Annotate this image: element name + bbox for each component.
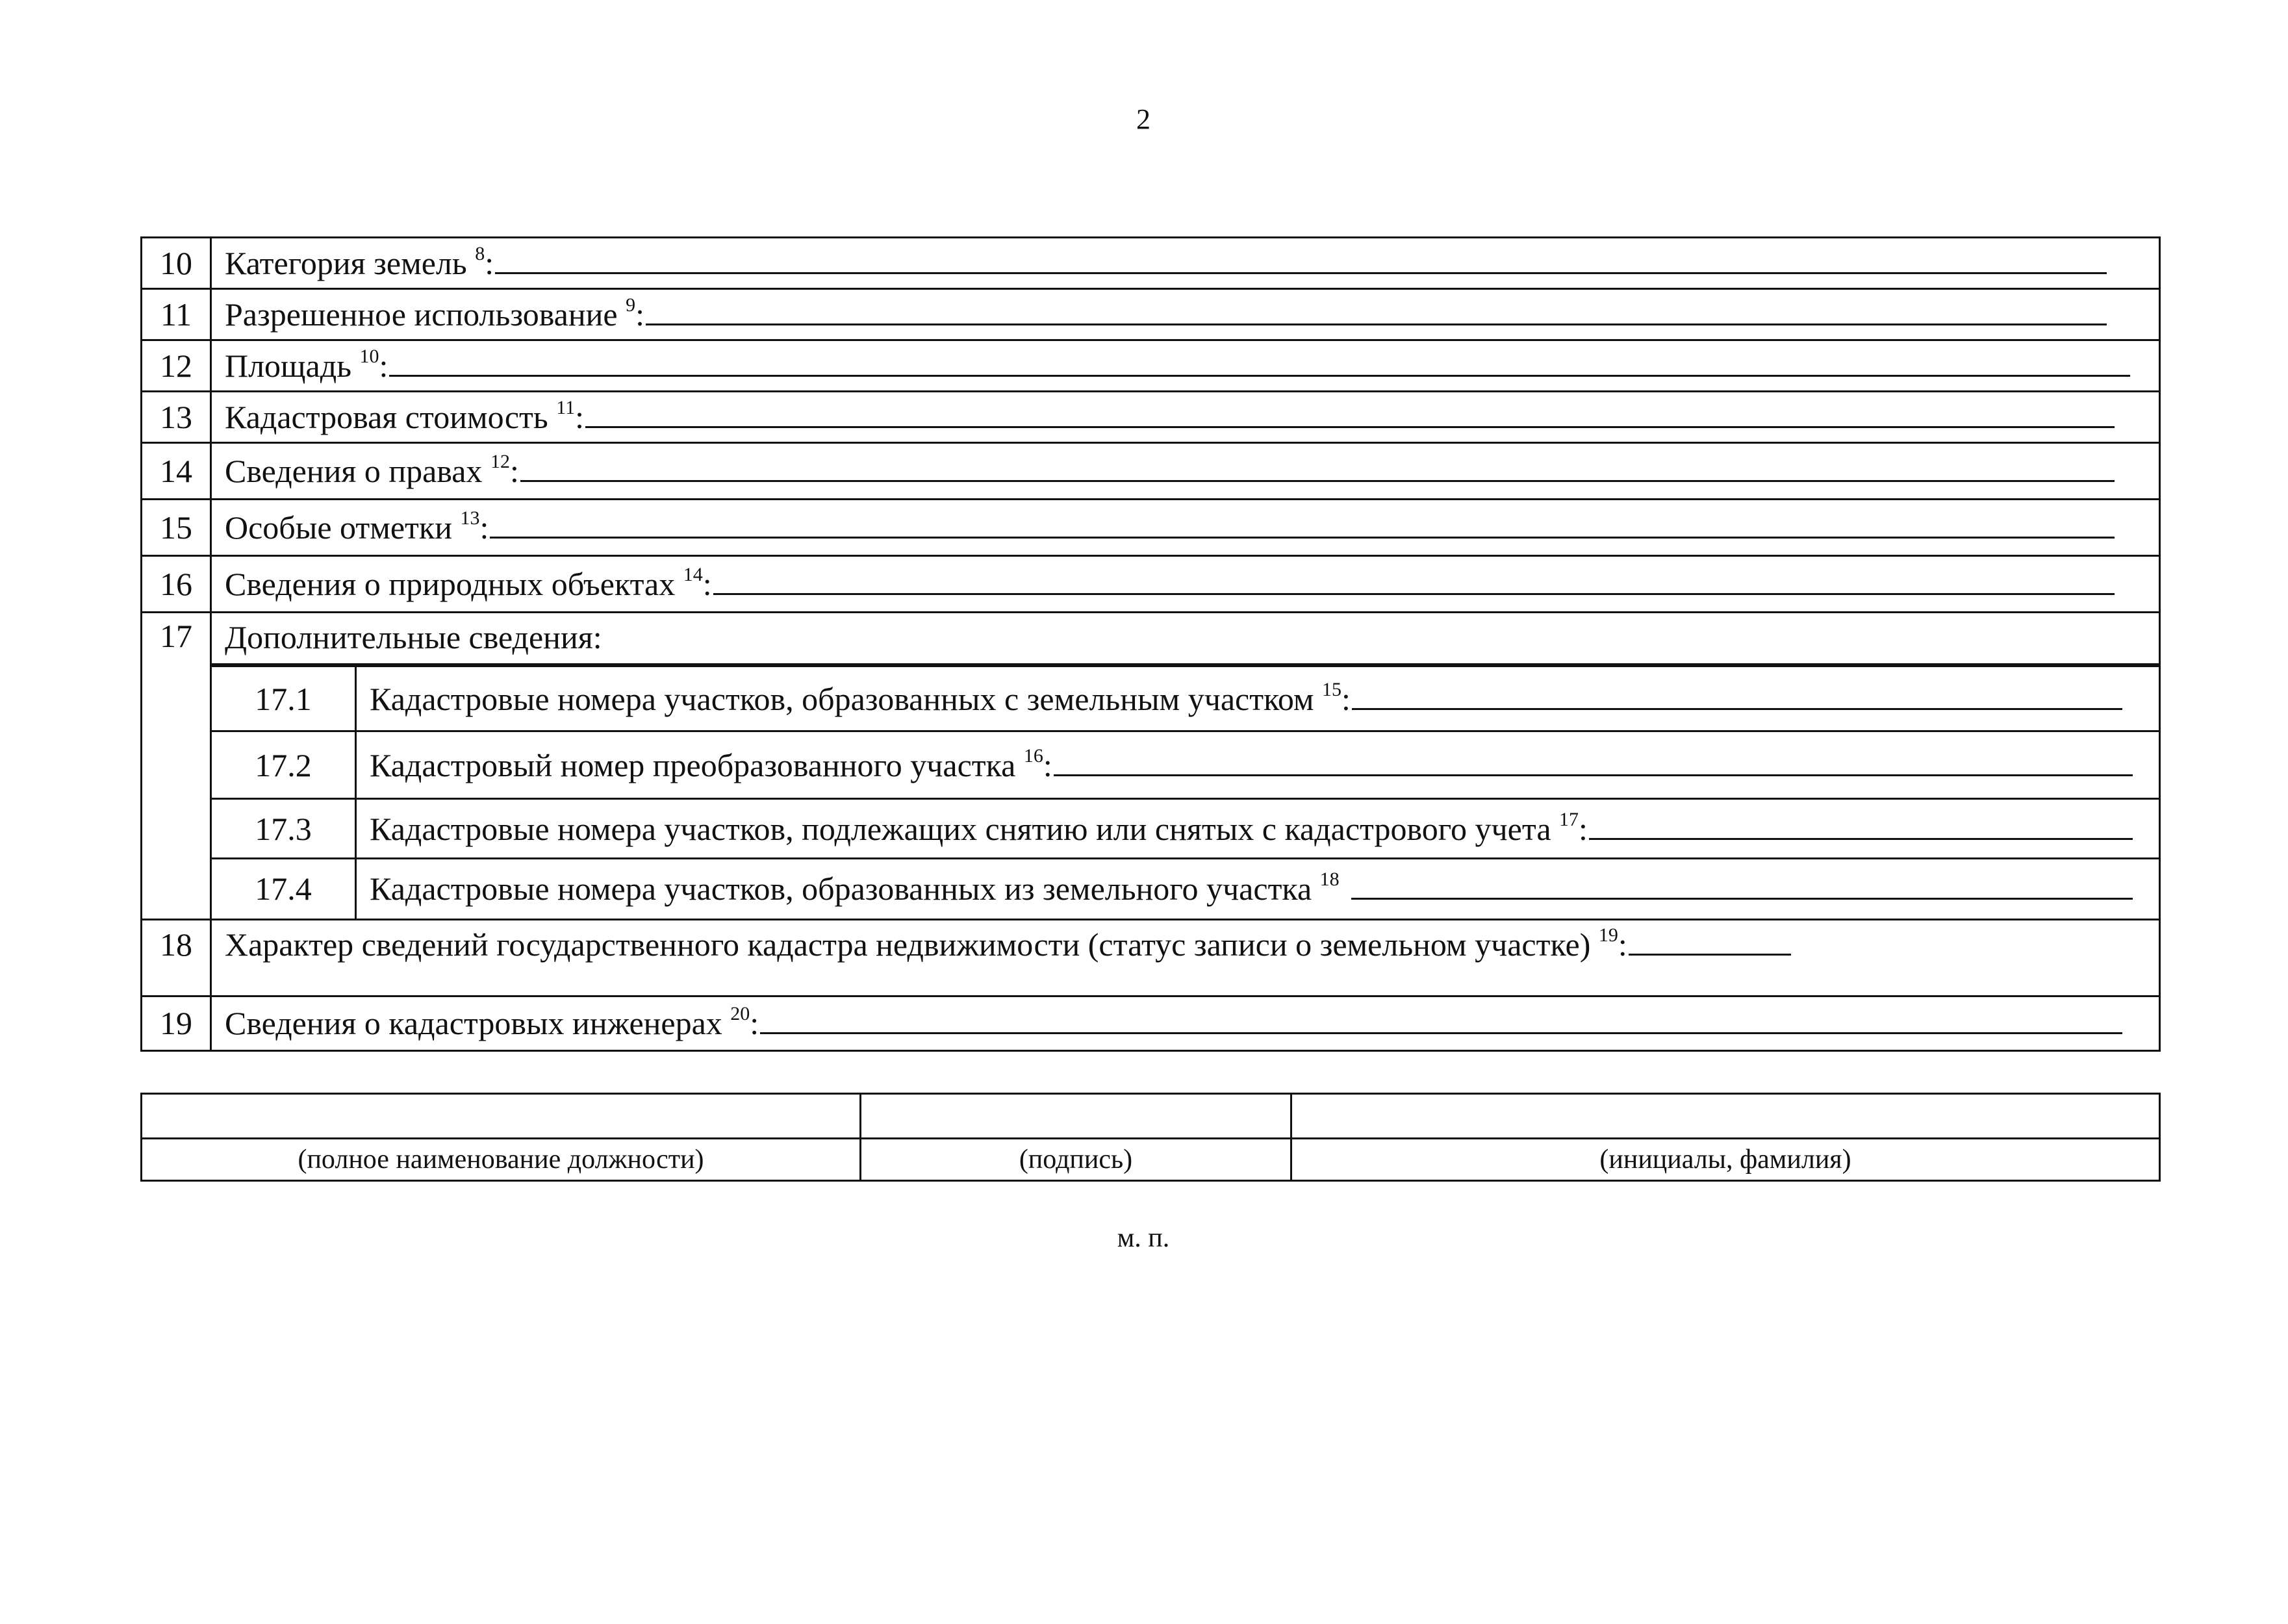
- row-content: [211, 500, 2160, 556]
- signature-fields-row: [142, 1094, 2160, 1139]
- row-label: Характер сведений государственного кадастра недвижимости (статус записи о земельном участке) $^{19}$:: [225, 924, 1627, 963]
- fill-line-natural-objects[interactable]: [713, 592, 2115, 595]
- fill-line-category[interactable]: [495, 272, 2107, 274]
- row-content: [211, 919, 2160, 996]
- row-label: Сведения о природных объектах $^{14}$:: [225, 564, 712, 602]
- fill-line-cadastral-value[interactable]: [585, 425, 2115, 428]
- form-row-11: [142, 289, 2160, 340]
- footnote-ref: 18: [1319, 869, 1340, 891]
- fill-line-engineers[interactable]: [760, 1032, 2122, 1034]
- row-label: Сведения о кадастровых инженерах $^{20}$:: [225, 1003, 759, 1041]
- name-field[interactable]: [1291, 1094, 2160, 1139]
- fill-line-rights[interactable]: [520, 479, 2115, 482]
- form-row-12: [142, 340, 2160, 392]
- row-number: 18: [142, 919, 211, 996]
- row-content: [211, 392, 2160, 443]
- fill-line-area[interactable]: [389, 374, 2130, 377]
- fill-line-formed-from[interactable]: [1351, 897, 2133, 900]
- subrow-label: Кадастровый номер преобразованного участка $^{16}$:: [370, 744, 1052, 783]
- subrow-17-1: [212, 666, 2159, 731]
- footnote-ref: 12: [490, 451, 510, 472]
- signature-table: [140, 1093, 2161, 1182]
- footnote-ref: 15: [1322, 678, 1342, 700]
- footnote-ref: 17: [1559, 808, 1579, 830]
- row-number: 16: [142, 556, 211, 613]
- form-row-15: [142, 500, 2160, 556]
- subrows-container: [211, 665, 2160, 920]
- subrow-number: 17.4: [212, 859, 356, 919]
- fill-line-special-marks[interactable]: [490, 536, 2115, 539]
- subrow-number: 17.3: [212, 799, 356, 859]
- footnote-ref: 11: [556, 397, 576, 418]
- subrow-17-3: [212, 799, 2159, 859]
- footnote-ref: 10: [359, 346, 379, 367]
- footnote-ref: 16: [1023, 744, 1043, 767]
- name-caption: (инициалы, фамилия): [1291, 1139, 2160, 1181]
- footnote-ref: 13: [460, 507, 480, 529]
- page-number: 2: [1136, 103, 1150, 135]
- footnote-ref: 14: [683, 564, 703, 585]
- fill-line-permitted-use[interactable]: [646, 323, 2107, 325]
- fill-line-deregistered[interactable]: [1589, 837, 2133, 840]
- subrow-label: Кадастровые номера участков, образованных с земельным участком $^{15}$:: [370, 678, 1351, 717]
- signature-captions-row: [142, 1139, 2160, 1181]
- subrow-content: [356, 666, 2159, 731]
- subrow-17-2: [212, 731, 2159, 799]
- row-number: 13: [142, 392, 211, 443]
- subrow-17-4: [212, 859, 2159, 919]
- fill-line-transformed[interactable]: [1054, 774, 2133, 776]
- subrow-number: 17.1: [212, 666, 356, 731]
- row-label: Разрешенное использование $^9$:: [225, 294, 644, 333]
- row-number: 10: [142, 238, 211, 289]
- row-content: [211, 238, 2160, 289]
- form-row-19: [142, 996, 2160, 1050]
- form-row-16: [142, 556, 2160, 613]
- subrow-content: [356, 799, 2159, 859]
- row-number: 11: [142, 289, 211, 340]
- signature-caption: (подпись): [861, 1139, 1291, 1181]
- row-number: 14: [142, 443, 211, 500]
- row-content: [211, 443, 2160, 500]
- signature-field[interactable]: [861, 1094, 1291, 1139]
- form-row-10: [142, 238, 2160, 289]
- row-content: [211, 556, 2160, 613]
- form-row-14: [142, 443, 2160, 500]
- row-label: Кадастровая стоимость $^{11}$:: [225, 397, 584, 435]
- fill-line-formed-with[interactable]: [1352, 707, 2122, 710]
- row-number: 15: [142, 500, 211, 556]
- subrow-label: Кадастровые номера участков, подлежащих снятию или снятых с кадастрового учета $^{17}$:: [370, 808, 1588, 847]
- footnote-ref: 19: [1598, 924, 1618, 946]
- row-number: 17: [142, 613, 211, 920]
- row-content: [211, 340, 2160, 392]
- additional-info-subtable: [212, 665, 2159, 919]
- form-row-17: [142, 613, 2160, 665]
- row-label: Категория земель $^8$:: [225, 243, 494, 281]
- footnote-ref: 8: [475, 243, 485, 264]
- position-caption: (полное наименование должности): [142, 1139, 861, 1181]
- form-row-18: [142, 919, 2160, 996]
- row-content: [211, 996, 2160, 1050]
- row-number: 19: [142, 996, 211, 1050]
- stamp-place-label: м. п.: [1117, 1223, 1170, 1253]
- subrow-content: [356, 731, 2159, 799]
- row-label: Особые отметки $^{13}$:: [225, 507, 489, 546]
- footnote-ref: 9: [626, 294, 636, 316]
- fill-line-record-status[interactable]: [1629, 953, 1791, 956]
- subrow-number: 17.2: [212, 731, 356, 799]
- subrow-label: Кадастровые номера участков, образованных из земельного участка $^{18}$: [370, 869, 1340, 907]
- row-label: Дополнительные сведения:: [211, 613, 2160, 665]
- subrow-content: [356, 859, 2159, 919]
- form-row-17-subrows: [142, 665, 2160, 920]
- row-label: Площадь $^{10}$:: [225, 346, 388, 384]
- row-label: Сведения о правах $^{12}$:: [225, 451, 519, 489]
- row-number: 12: [142, 340, 211, 392]
- land-plot-form-table: [140, 236, 2161, 1052]
- row-content: [211, 289, 2160, 340]
- form-row-13: [142, 392, 2160, 443]
- position-field[interactable]: [142, 1094, 861, 1139]
- footnote-ref: 20: [730, 1003, 750, 1024]
